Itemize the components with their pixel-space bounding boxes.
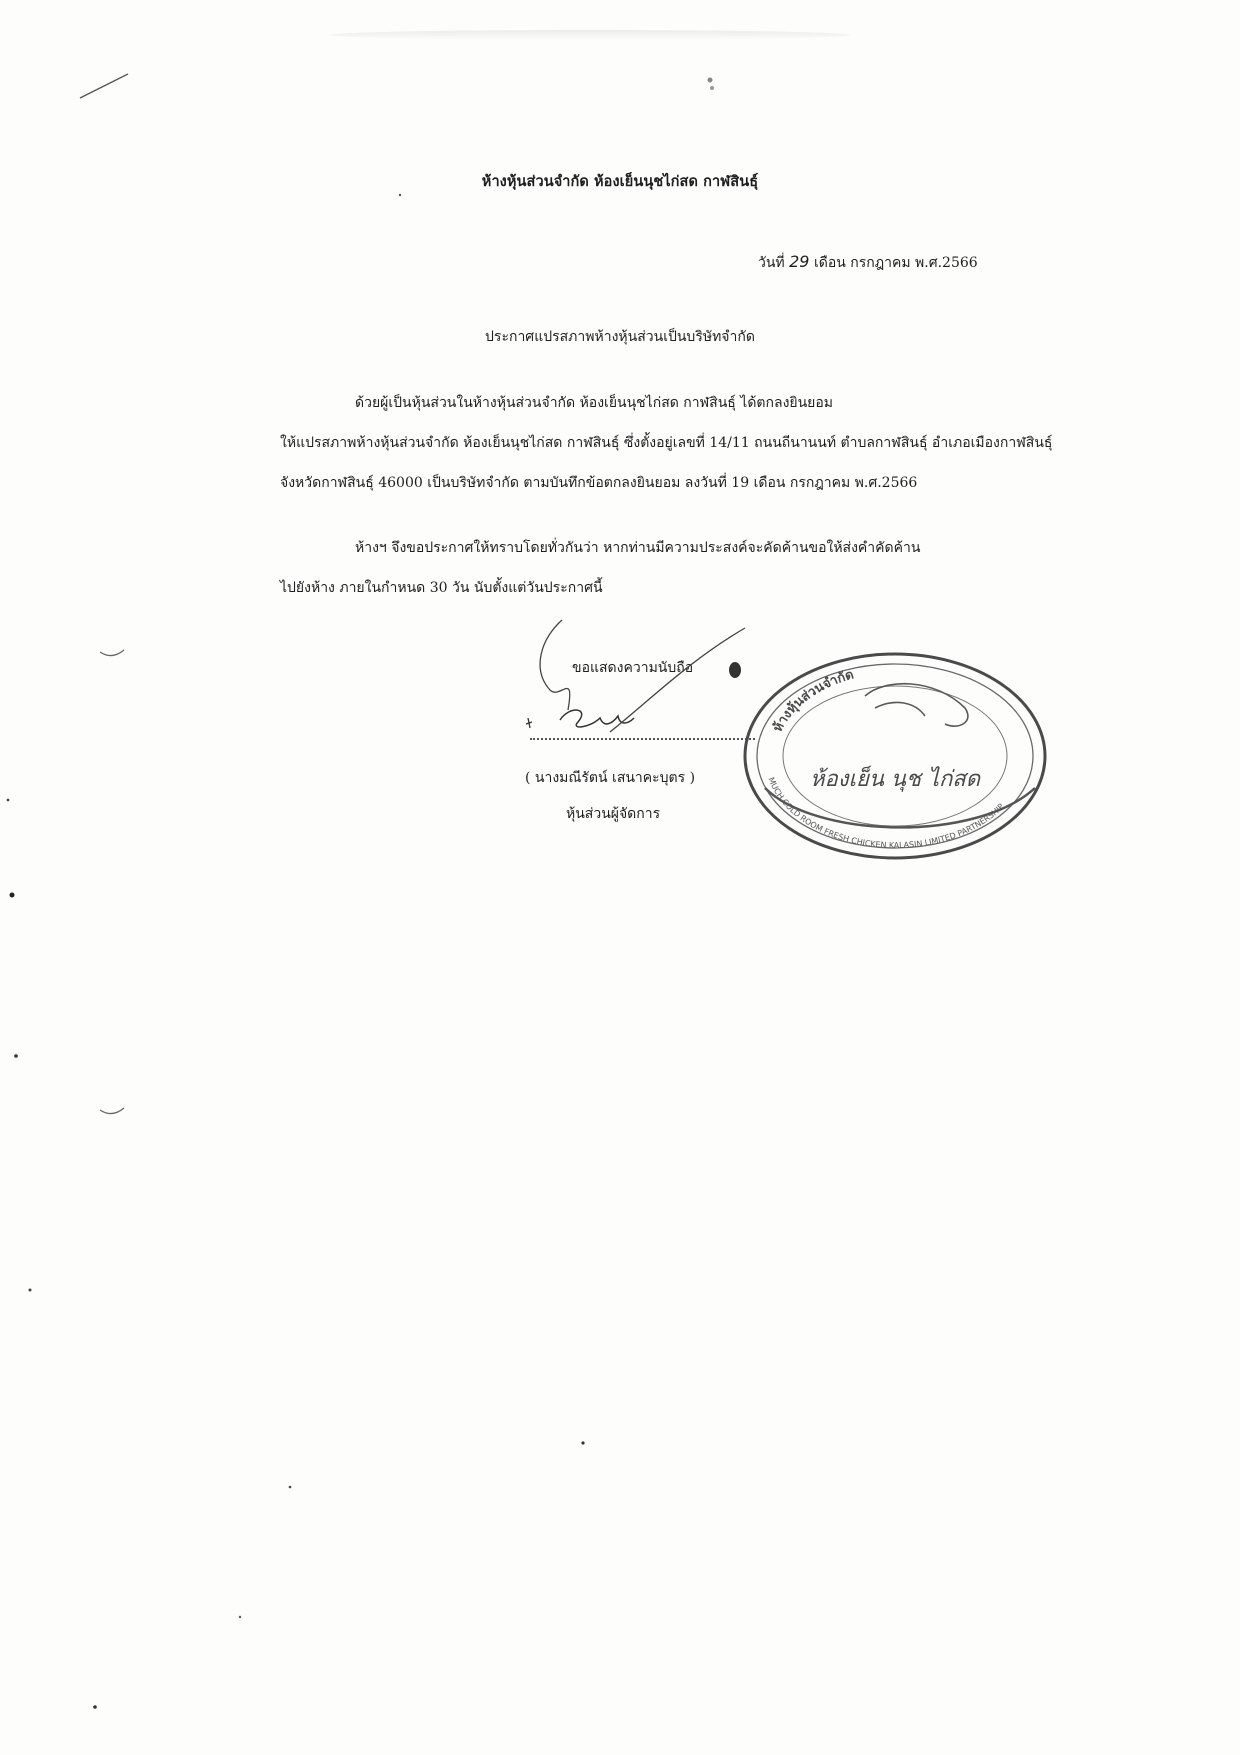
punch-hole-mark-bottom <box>100 1108 124 1114</box>
ink-blot <box>729 662 741 678</box>
stamp-top-text: ห้างหุ้นส่วนจำกัด <box>770 667 856 735</box>
company-stamp <box>735 638 1055 868</box>
signature-line <box>530 738 755 740</box>
announcement-subject: ประกาศแปรสภาพห้างหุ้นส่วนเป็นบริษัทจำกัด <box>485 329 755 345</box>
date-suffix: เดือน กรกฎาคม พ.ศ.2566 <box>813 255 978 271</box>
stamp-ring-text: MUCH COLD ROOM FRESH CHICKEN KALASIN LIMITED PARTNERSHIP <box>766 775 1006 850</box>
scan-speck <box>399 194 401 196</box>
pen-stroke-mark <box>80 74 128 98</box>
stamp-center-text: ห้องเย็น นุช ไก่สด <box>810 767 980 792</box>
punch-hole-mark-top <box>100 650 124 656</box>
scan-speck <box>239 1616 241 1618</box>
paragraph1-line3: จังหวัดกาฬสินธุ์ 46000 เป็นบริษัทจำกัด ตามบันทึกข้อตกลงยินยอม ลงวันที่ 19 เดือน กรกฎาคม พ.ศ.2566 <box>280 475 918 491</box>
scan-speck <box>289 1486 292 1489</box>
scan-speck <box>14 1054 18 1058</box>
company-title: ห้างหุ้นส่วนจำกัด ห้องเย็นนุชไก่สด กาฬสินธุ์ <box>481 173 759 190</box>
signer-name: ( นางมณีรัตน์ เสนาคะบุตร ) <box>525 770 696 786</box>
scan-speck <box>581 1441 584 1444</box>
signer-position: หุ้นส่วนผู้จัดการ <box>566 806 661 822</box>
scan-speck <box>93 1705 97 1709</box>
date-day: 29 <box>789 252 810 271</box>
scan-speck <box>29 1289 32 1292</box>
paragraph2-line1: ห้างฯ จึงขอประกาศให้ทราบโดยทั่วกันว่า หากท่านมีความประสงค์จะคัดค้านขอให้ส่งคำคัดค้าน <box>355 540 921 556</box>
document-date <box>758 252 978 274</box>
date-prefix: วันที่ <box>758 255 785 271</box>
scan-shadow <box>330 30 850 40</box>
paragraph1-line2: ให้แปรสภาพห้างหุ้นส่วนจำกัด ห้องเย็นนุชไก่สด กาฬสินธุ์ ซึ่งตั้งอยู่เลขที่ 14/11 ถนนถีนานนท์ ตำบลกาฬสินธุ์ อำเภอเมืองกาฬสินธุ์ <box>280 435 1053 451</box>
scan-speck <box>7 799 10 802</box>
closing-text: ขอแสดงความนับถือ <box>572 660 694 676</box>
handwritten-signature <box>520 600 760 760</box>
paragraph1-line1: ด้วยผู้เป็นหุ้นส่วนในห้างหุ้นส่วนจำกัด ห้องเย็นนุชไก่สด กาฬสินธุ์ ได้ตกลงยินยอม <box>355 395 834 411</box>
paragraph2-line2: ไปยังห้าง ภายในกำหนด 30 วัน นับตั้งแต่วันประกาศนี้ <box>280 580 603 596</box>
scan-speck <box>10 893 15 898</box>
scan-speck <box>708 78 713 83</box>
scan-speck <box>710 86 714 90</box>
